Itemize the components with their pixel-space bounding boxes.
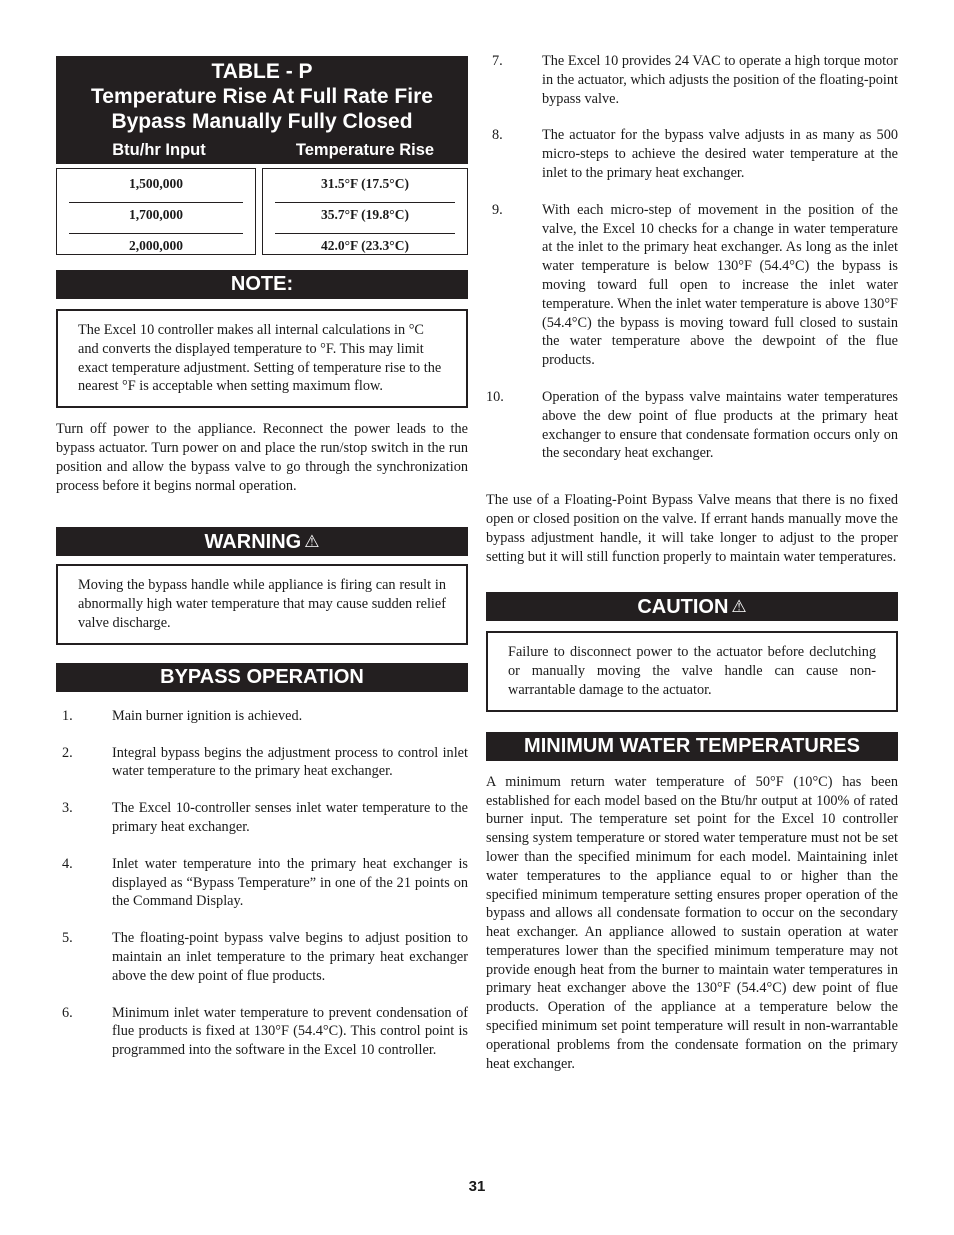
table-p-title-line2: Bypass Manually Fully Closed xyxy=(111,110,413,133)
column-header-btu-input: Btu/hr Input xyxy=(112,141,206,159)
btu-input-value: 1,500,000 xyxy=(69,174,243,203)
list-item-number: 8. xyxy=(492,127,503,144)
list-item-number: 1. xyxy=(62,707,73,724)
list-item xyxy=(56,707,468,726)
page-number: 31 xyxy=(468,1178,486,1195)
column-header-temperature-rise: Temperature Rise xyxy=(295,141,435,159)
table-p-column-headers xyxy=(56,140,468,160)
list-item-number: 10. xyxy=(486,388,504,405)
list-item-text: Minimum inlet water temperature to prevent condensation of flue products is fixed at 130°F (54.4°C). This control point is programmed into the software in the Excel 10 controller. xyxy=(112,1004,468,1059)
list-item-number: 7. xyxy=(492,53,503,69)
list-item-text: Main burner ignition is achieved. xyxy=(112,707,303,724)
table-p-header xyxy=(56,56,468,164)
caution-box xyxy=(486,631,898,711)
list-item-number: 3. xyxy=(62,800,73,817)
list-item xyxy=(486,126,898,182)
list-item-number: 9. xyxy=(492,201,503,218)
warning-triangle-icon: ⚠ xyxy=(731,597,747,617)
list-item-number: 2. xyxy=(62,744,73,761)
temperature-rise-value: 31.5°F (17.5°C) xyxy=(275,174,455,203)
temperature-rise-column xyxy=(262,168,468,255)
warning-box xyxy=(56,564,468,644)
temperature-rise-value: 35.7°F (19.8°C) xyxy=(275,205,455,234)
bypass-operation-list-part1 xyxy=(56,707,468,1060)
btu-input-column xyxy=(56,168,256,255)
list-item xyxy=(486,388,898,463)
bypass-operation-heading: BYPASS OPERATION xyxy=(56,663,468,692)
list-item-text: Operation of the bypass valve maintains water temperatures above the dew point of flue products at the primary heat exchanger to ensure that condensate formation occurs only on the secondary heat exchanger. xyxy=(542,388,898,462)
list-item-text: The Excel 10 provides 24 VAC to operate a high torque motor in the actuator, which adjusts the position of the floating-point bypass valve. xyxy=(542,53,898,107)
caution-text: Failure to disconnect power to the actuator before declutching or manually moving the valve handle can cause non-warrantable damage to the actuator. xyxy=(508,644,876,698)
left-column xyxy=(56,56,468,1060)
list-item xyxy=(56,744,468,782)
list-item-number: 4. xyxy=(62,855,73,872)
list-item-text: The floating-point bypass valve begins to adjust position to maintain an inlet temperature to the primary heat exchanger above the dew point of flue products. xyxy=(112,930,468,984)
table-p-title-line1: Temperature Rise At Full Rate Fire xyxy=(91,85,433,108)
minimum-water-temperatures-text: A minimum return water temperature of 50°F (10°C) has been established for each model based on the Btu/hr output at 100% of rated burner input. The temperature set point for the Excel 10 controller sensing system temperature or stored water temperature must not be set lower than the specified minimum for each model. Maintaining inlet water temperatures to the appliance equal to or higher than the specified minimum temperature setting ensures proper operation of the bypass and allows all condensate formation to occur on the secondary heat exchanger. An appliance allowed to sustain operation at water temperatures lower than the specified minimum temperature may not provide enough heat from the burner to maintain water temperatures in primary heat exchanger above the 130°F (54.4°C) dew point of flue products. Operation of the appliance at a temperature below the specified minimum set point temperature will result in non-warrantable operational problems from the condensate formation on the primary heat exchanger. xyxy=(486,773,898,1072)
list-item xyxy=(56,1004,468,1060)
warning-triangle-icon: ⚠ xyxy=(304,532,320,552)
bypass-operation-list-part2 xyxy=(486,52,898,463)
list-item xyxy=(486,52,898,108)
btu-input-value: 2,000,000 xyxy=(129,238,183,253)
warning-text: Moving the bypass handle while appliance is firing can result in abnormally high water temperature that may cause sudden relief valve discharge. xyxy=(78,577,446,631)
list-item-number: 6. xyxy=(62,1004,73,1021)
turn-off-paragraph: Turn off power to the appliance. Reconnect the power leads to the bypass actuator. Turn power on and place the run/stop switch in the run position and allow the bypass valve to go through the synchronization process before it begins normal operation. xyxy=(56,421,468,494)
note-box xyxy=(56,309,468,408)
warning-heading xyxy=(56,527,468,556)
table-p-label: TABLE - P xyxy=(211,60,313,83)
list-item-number: 5. xyxy=(62,930,73,947)
note-text: The Excel 10 controller makes all internal calculations in °C and converts the displayed temperature to °F. This may limit exact temperature adjustment. Setting of temperature rise to the nearest °F is acceptable when setting maximum flow. xyxy=(78,322,442,395)
list-item xyxy=(56,855,468,911)
list-item xyxy=(486,201,898,370)
list-item xyxy=(56,799,468,837)
warning-heading-text: WARNING xyxy=(204,531,302,554)
list-item-text: Integral bypass begins the adjustment process to control inlet water temperature to the primary heat exchanger. xyxy=(112,744,468,780)
note-heading: NOTE: xyxy=(56,270,468,299)
list-item-text: With each micro-step of movement in the position of the valve, the Excel 10 checks for a change in water temperature at the inlet to the primary heat exchanger. As long as the inlet water temperature is below 130°F (54.4°C) the bypass is moving toward full open to increase the inlet water temperature. When the inlet water temperature is above 130°F (54.4°C) the bypass is moving toward full closed to sustain the water temperature above the dewpoint of the flue products. xyxy=(542,201,898,369)
list-item xyxy=(56,929,468,985)
table-p xyxy=(56,56,468,255)
temperature-rise-value: 42.0°F (23.3°C) xyxy=(321,238,409,253)
minimum-water-temperatures-heading: MINIMUM WATER TEMPERATURES xyxy=(486,732,898,761)
caution-heading xyxy=(486,592,898,621)
list-item-text: The actuator for the bypass valve adjusts in as many as 500 micro-steps to achieve the desired water temperature at the inlet to the primary heat exchanger. xyxy=(542,127,898,181)
caution-heading-text: CAUTION xyxy=(637,596,729,619)
list-item-text: The Excel 10-controller senses inlet water temperature to the primary heat exchanger. xyxy=(112,800,468,835)
floating-point-paragraph: The use of a Floating-Point Bypass Valve means that there is no fixed open or closed position on the valve. If errant hands manually move the bypass adjustment handle, it will take longer to adjust to the proper setting but it will still function properly to maintain water temperatures. xyxy=(486,492,898,565)
table-p-body xyxy=(56,168,468,255)
list-item-text: Inlet water temperature into the primary heat exchanger is displayed as “Bypass Temperature” in one of the 21 points on the Command Display. xyxy=(112,855,468,910)
btu-input-value: 1,700,000 xyxy=(69,205,243,234)
right-column xyxy=(486,52,898,1073)
